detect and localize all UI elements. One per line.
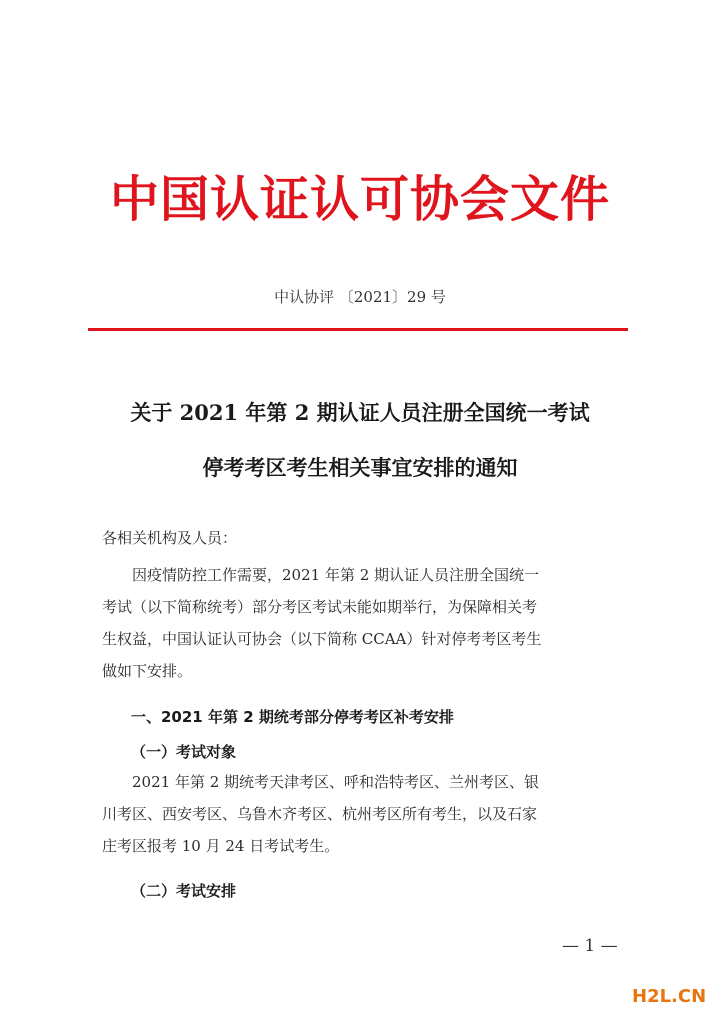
page-number: — 1 — <box>562 936 618 956</box>
document-number: 中认协评 〔2021〕29 号 <box>274 288 446 306</box>
subsection-heading: （一）考试对象 <box>131 743 237 761</box>
paragraph-line: 做如下安排。 <box>102 662 193 680</box>
exam-target-paragraph <box>102 766 622 862</box>
paragraph-line: 庄考区报考 10 月 24 日考试考生。 <box>102 837 340 855</box>
document-header-title: 中国认证认可协会文件 <box>109 171 610 228</box>
paragraph-line: 川考区、西安考区、乌鲁木齐考区、杭州考区所有考生，以及石家 <box>102 805 538 823</box>
paragraph-line: 考试（以下简称统考）部分考区考试未能如期举行，为保障相关考 <box>102 598 538 616</box>
subsection-heading: （二）考试安排 <box>131 882 237 900</box>
notice-title-line-2: 停考考区考生相关事宜安排的通知 <box>202 455 518 480</box>
paragraph-line: 生权益，中国认证认可协会（以下简称 CCAA）针对停考考区考生 <box>102 630 542 648</box>
paragraph-line: 因疫情防控工作需要，2021 年第 2 期认证人员注册全国统一 <box>102 566 540 584</box>
notice-title-line-1: 关于 2021 年第 2 期认证人员注册全国统一考试 <box>130 400 590 425</box>
paragraph-line: 2021 年第 2 期统考天津考区、呼和浩特考区、兰州考区、银 <box>102 773 540 791</box>
salutation: 各相关机构及人员： <box>102 529 238 547</box>
section-heading: 一、2021 年第 2 期统考部分停考考区补考安排 <box>131 708 454 726</box>
red-divider-line <box>88 328 628 331</box>
intro-paragraph <box>102 559 622 687</box>
site-watermark: H2L.CN <box>632 986 707 1007</box>
